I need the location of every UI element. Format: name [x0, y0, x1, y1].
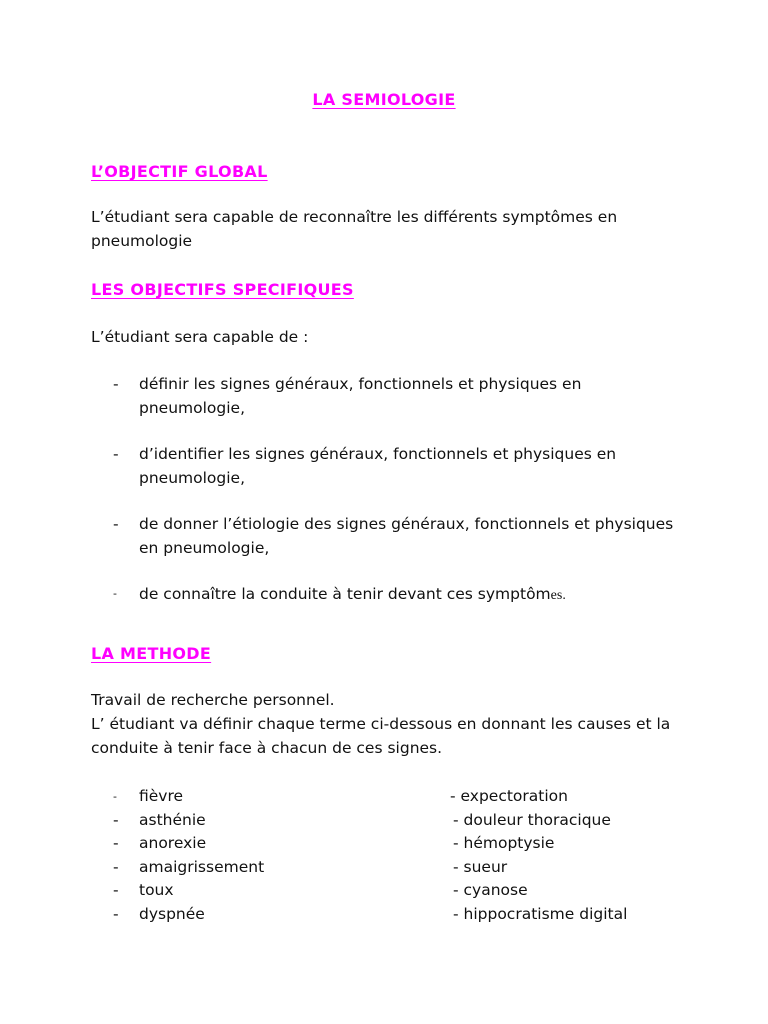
list-item-text: d’identifier les signes généraux, fonctionnels et physiques en pneumologie,: [139, 445, 617, 487]
methode-line-1: Travail de recherche personnel.: [91, 691, 335, 709]
list-item-text: de connaître la conduite à tenir devant ces symptôm: [139, 585, 551, 603]
list-item-text: de donner l’étiologie des signes généraux, fonctionnels et physiques en pneumologie,: [139, 515, 674, 557]
list-item: [91, 442, 681, 490]
bullet-dash: -: [113, 587, 117, 600]
bullet-dash: -: [113, 445, 119, 463]
term-text: fièvre: [139, 787, 184, 805]
list-item: [91, 512, 681, 560]
methode-heading: LA METHODE: [91, 644, 212, 663]
methode-line-2: L’ étudiant va définir chaque terme ci-dessous en donnant les causes et la conduite à tenir face à chacun de ces signes.: [91, 715, 671, 757]
bullet-dash: -: [113, 515, 119, 533]
terms-left-column: [91, 785, 431, 926]
objectif-global-heading: L’OBJECTIF GLOBAL: [91, 162, 268, 181]
term-item: [91, 832, 431, 856]
term-text: amaigrissement: [139, 857, 265, 876]
term-text: dyspnée: [139, 904, 205, 923]
term-item: [91, 809, 431, 833]
bullet-dash: -: [113, 375, 119, 393]
term-item: [91, 785, 431, 809]
term-item: - douleur thoracique: [453, 810, 611, 829]
terms-right-column: [450, 785, 713, 926]
bullet-dash: -: [113, 881, 119, 899]
term-item: [91, 856, 431, 880]
objectifs-specifiques-intro: L’étudiant sera capable de :: [91, 328, 309, 346]
bullet-dash: -: [113, 810, 119, 829]
objectif-global-text: L’étudiant sera capable de reconnaître les différents symptômes en pneumologie: [91, 208, 618, 250]
bullet-dash: -: [113, 904, 119, 923]
bullet-dash: -: [113, 834, 119, 852]
term-item: [91, 903, 431, 927]
term-text: toux: [139, 881, 174, 899]
term-item: - expectoration: [450, 787, 568, 805]
term-item: - sueur: [453, 857, 508, 876]
list-item-text-tail: es.: [550, 588, 566, 603]
list-item-text: définir les signes généraux, fonctionnels et physiques en pneumologie,: [139, 375, 582, 417]
list-item: [91, 372, 681, 420]
term-text: asthénie: [139, 810, 206, 829]
list-item: [91, 582, 681, 608]
bullet-dash: -: [113, 790, 117, 803]
term-text: anorexie: [139, 834, 207, 852]
term-item: - cyanose: [453, 881, 528, 899]
term-item: [91, 879, 431, 903]
bullet-dash: -: [113, 857, 119, 876]
objectifs-specifiques-heading: LES OBJECTIFS SPECIFIQUES: [91, 280, 354, 299]
objectifs-specifiques-list: [91, 372, 681, 630]
document-title: LA SEMIOLOGIE: [312, 90, 456, 109]
term-item: - hippocratisme digital: [453, 904, 628, 923]
term-item: - hémoptysie: [453, 834, 555, 852]
